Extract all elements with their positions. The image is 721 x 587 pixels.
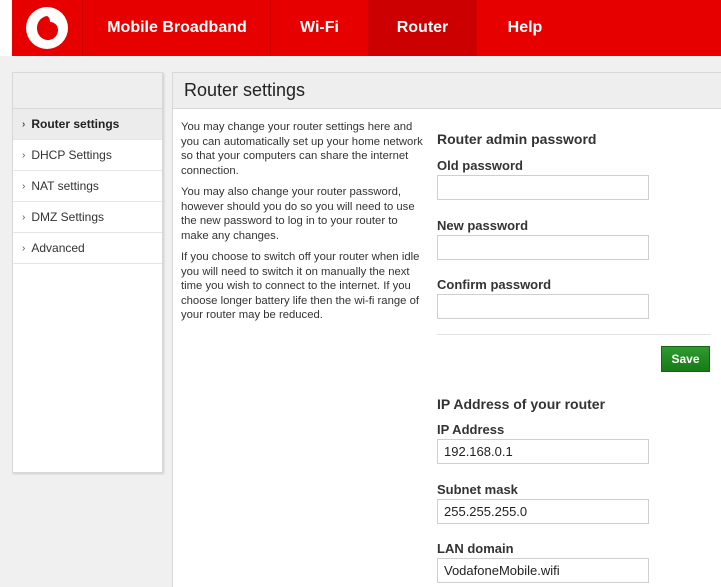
password-section-title: Router admin password — [437, 131, 597, 147]
sidebar-item-advanced[interactable] — [13, 233, 162, 264]
confirm-password-field[interactable] — [437, 294, 649, 319]
chevron-right-icon: › — [22, 118, 26, 130]
nav-wifi[interactable]: Wi-Fi — [271, 0, 369, 56]
nav-help[interactable]: Help — [477, 0, 574, 56]
logo-circle — [26, 7, 68, 49]
subnet-mask-field[interactable] — [437, 499, 649, 524]
chevron-right-icon: › — [22, 149, 26, 161]
nav-router[interactable]: Router — [369, 0, 477, 56]
intro-paragraph-3: If you choose to switch off your router when idle you will need to switch it on manually the next time you wish to connect to the internet. If you choose longer battery life then the wi-fi range of your router may be reduced. — [181, 251, 420, 321]
sidebar-item-label: DMZ Settings — [31, 210, 105, 224]
sidebar-item-label: NAT settings — [31, 179, 99, 193]
sidebar — [12, 72, 163, 473]
sidebar-item-router-settings[interactable] — [13, 109, 162, 140]
new-password-label: New password — [437, 218, 529, 233]
new-password-field[interactable] — [437, 235, 649, 260]
sidebar-item-nat-settings[interactable] — [13, 171, 162, 202]
ip-address-label: IP Address — [437, 422, 505, 437]
intro-paragraph-1: You may change your router settings here and you can automatically set up your home network so that your computers can share the internet connection. — [181, 121, 423, 177]
sidebar-item-label: Advanced — [31, 241, 85, 255]
lan-domain-label: LAN domain — [437, 541, 514, 556]
old-password-field[interactable] — [437, 175, 649, 200]
old-password-label: Old password — [437, 158, 523, 173]
sidebar-item-label: DHCP Settings — [31, 148, 112, 162]
page-title: Router settings — [173, 73, 721, 109]
confirm-password-label: Confirm password — [437, 277, 552, 292]
lan-domain-field[interactable] — [437, 558, 649, 583]
ip-address-field[interactable] — [437, 439, 649, 464]
sidebar-item-label: Router settings — [31, 117, 120, 131]
chevron-right-icon: › — [22, 242, 26, 254]
section-divider — [437, 334, 711, 335]
subnet-mask-label: Subnet mask — [437, 482, 518, 497]
intro-paragraph-2: You may also change your router password, however should you do so you will need to use the new password to log in to your router to make any changes. — [181, 186, 415, 242]
chevron-right-icon: › — [22, 180, 26, 192]
sidebar-item-dmz-settings[interactable] — [13, 202, 162, 233]
intro-text — [181, 120, 426, 330]
save-button[interactable]: Save — [661, 346, 710, 372]
ip-section-title: IP Address of your router — [437, 396, 606, 412]
vodafone-quote-icon — [34, 14, 60, 42]
nav-mobile-broadband[interactable]: Mobile Broadband — [84, 0, 271, 56]
chevron-right-icon: › — [22, 211, 26, 223]
sidebar-item-dhcp-settings[interactable] — [13, 140, 162, 171]
vodafone-logo[interactable] — [12, 0, 83, 56]
top-navigation — [0, 0, 721, 56]
sidebar-header — [13, 73, 162, 109]
